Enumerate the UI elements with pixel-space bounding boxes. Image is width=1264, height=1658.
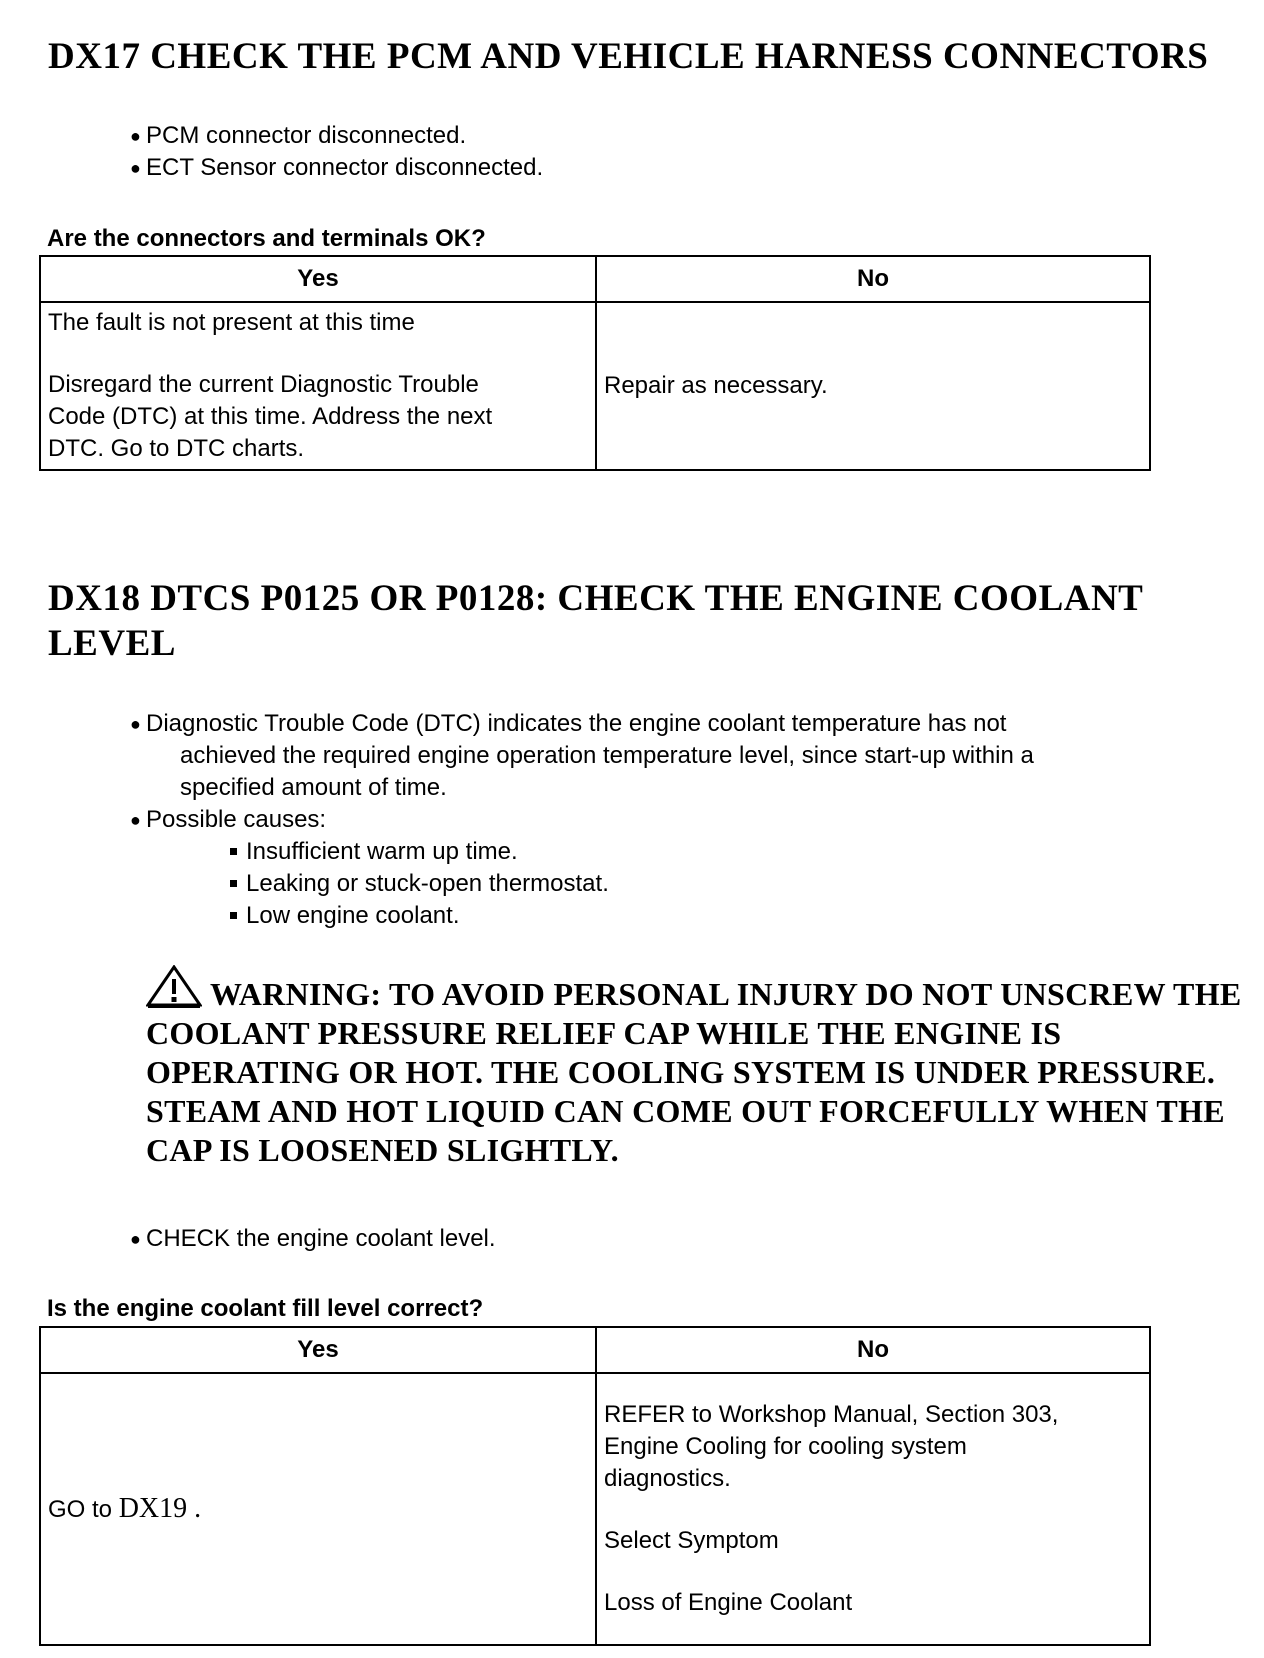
list-item: ● ECT Sensor connector disconnected. [130,152,1030,184]
square-bullet-icon [230,912,237,919]
no-cell: REFER to Workshop Manual, Section 303, Engine Cooling for cooling system diagnostics. Select Symptom Loss of Engine Coolant [596,1373,1150,1645]
table-header-row [40,1327,1150,1373]
table-row [40,302,1150,470]
dx17-answer-table [39,255,1151,471]
warning-notice [146,965,1246,1170]
table-header-row [40,256,1150,302]
warning-text: WARNING: TO AVOID PERSONAL INJURY DO NOT UNSCREW THE COOLANT PRESSURE RELIEF CAP WHILE THE ENGINE IS OPERATING OR HOT. THE COOLING SYSTEM IS UNDER PRESSURE. STEAM AND HOT LIQUID CAN COME OUT FORCEFULLY WHEN THE CAP IS LOOSENED SLIGHTLY. [146,976,1242,1168]
dx17-bullet-list [130,120,1030,184]
list-item: ● CHECK the engine coolant level. [130,1223,1030,1255]
no-column-header: No [596,256,1150,302]
bullet-icon: ● [130,158,141,178]
dx18-bullet-list [130,708,1180,836]
section-heading-dx17: DX17 CHECK THE PCM AND VEHICLE HARNESS CONNECTORS [48,36,1209,77]
list-item: Insufficient warm up time. [230,836,1030,868]
causes-list [230,836,1030,932]
list-item: ● PCM connector disconnected. [130,120,1030,152]
yes-cell: GO to DX19 . [40,1373,596,1645]
list-item: ● Diagnostic Trouble Code (DTC) indicates the engine coolant temperature has not achieved the required engine operation temperature level, since start-up within a specified amount of time. [130,710,1034,801]
no-column-header: No [596,1327,1150,1373]
no-cell: Repair as necessary. [596,302,1150,470]
list-item: Low engine coolant. [230,900,1030,932]
dx17-question: Are the connectors and terminals OK? [47,225,486,252]
yes-column-header: Yes [40,256,596,302]
bullet-icon: ● [130,714,141,734]
yes-cell: The fault is not present at this time Disregard the current Diagnostic Trouble Code (DTC) at this time. Address the next DTC. Go to DTC charts. [40,302,596,470]
yes-column-header: Yes [40,1327,596,1373]
dx18-answer-table [39,1326,1151,1646]
bullet-icon: ● [130,126,141,146]
dx18-check-list [130,1223,1030,1255]
dx18-question: Is the engine coolant fill level correct? [47,1295,484,1322]
section-heading-dx18: DX18 DTCS P0125 OR P0128: CHECK THE ENGINE COOLANT LEVEL [48,578,1143,664]
table-row [40,1373,1150,1645]
square-bullet-icon [230,848,237,855]
dx19-reference: DX19 . [118,1492,202,1524]
square-bullet-icon [230,880,237,887]
warning-triangle-icon [146,965,202,1009]
list-item: ● Possible causes: [130,804,1180,836]
list-item: Leaking or stuck-open thermostat. [230,868,1030,900]
bullet-icon: ● [130,810,141,830]
bullet-icon: ● [130,1229,141,1249]
